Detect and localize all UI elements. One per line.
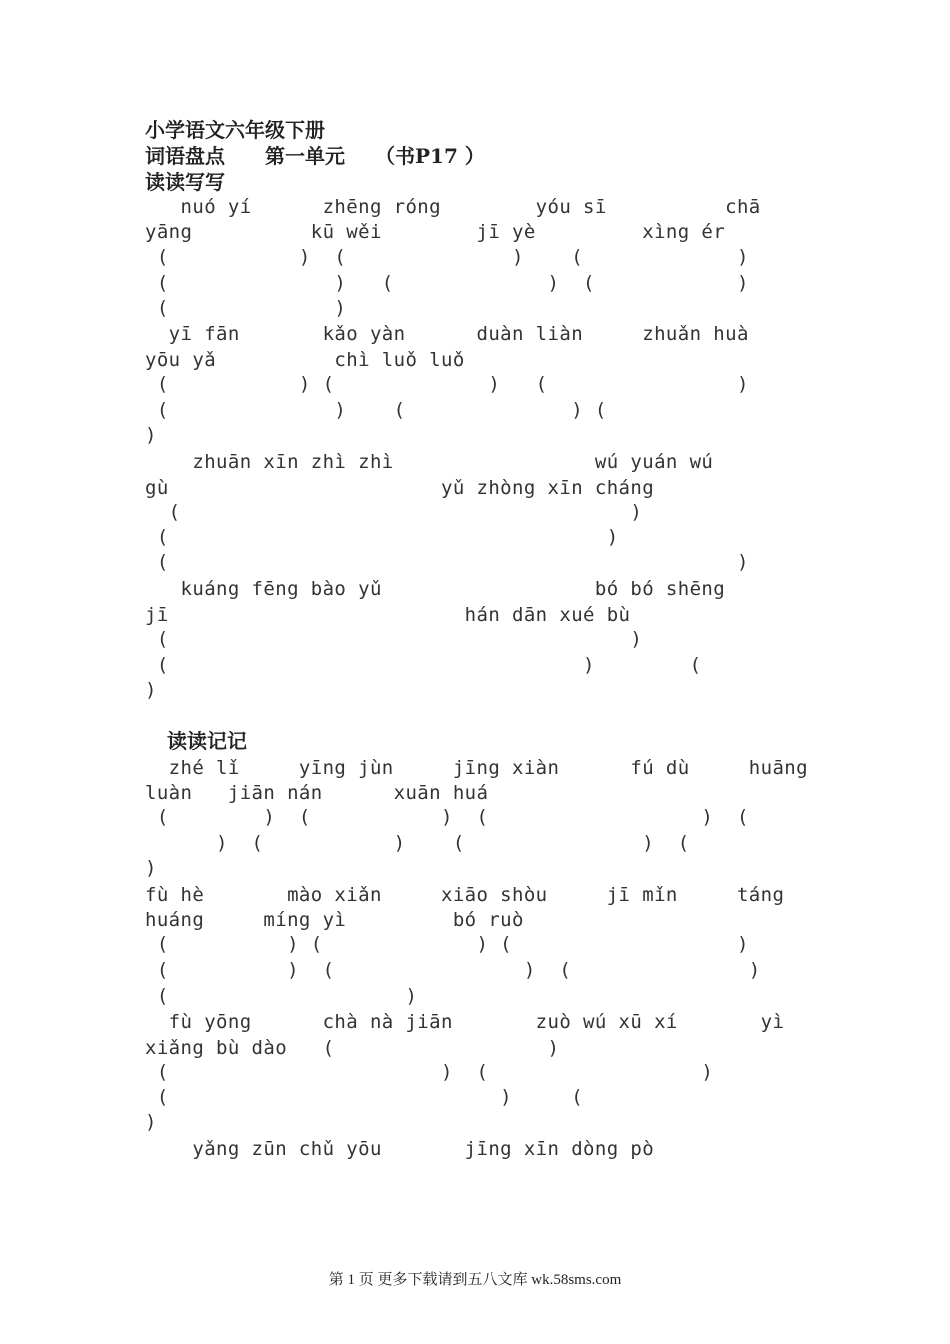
pinyin-line: yī fān kǎo yàn duàn liàn zhuǎn huà: [145, 323, 749, 345]
pinyin-line: zhuān xīn zhì zhì wú yuán wú: [145, 451, 714, 473]
pinyin-line: yǎng zūn chǔ yōu jīng xīn dòng pò: [145, 1138, 655, 1160]
pinyin-line: fù yōng chà nà jiān zuò wú xū xí yì: [145, 1011, 785, 1033]
section-heading-read-remember: 读读记记: [167, 729, 247, 753]
unit-heading: 词语盘点 第一单元 （书P17 ）: [145, 144, 485, 168]
answer-blank-line: ( ) ( ): [145, 1061, 714, 1083]
section-heading-read-write: 读读写写: [145, 170, 225, 194]
answer-blank-line: ( ) ( ) ( ): [145, 959, 761, 981]
pinyin-line: kuáng fēng bào yǔ bó bó shēng: [145, 578, 726, 600]
pinyin-line: huáng míng yì bó ruò: [145, 909, 524, 931]
answer-blank-line: ): [145, 857, 157, 879]
answer-blank-line: ) ( ) ( ) (: [145, 832, 690, 854]
answer-blank-line: ( ): [145, 985, 418, 1007]
pinyin-line: zhé lǐ yīng jùn jīng xiàn fú dù huāng: [145, 757, 808, 779]
pinyin-line: nuó yí zhēng róng yóu sī chā: [145, 196, 761, 218]
pinyin-line: xiǎng bù dào ( ): [145, 1037, 560, 1059]
page-footer: 第 1 页 更多下载请到五八文库 wk.58sms.com: [328, 1272, 622, 1288]
answer-blank-line: ( ): [145, 526, 619, 548]
answer-blank-line: ( ) (: [145, 1086, 584, 1108]
answer-blank-line: ( ) ( ) ( ): [145, 373, 749, 395]
pinyin-line: gù yǔ zhòng xīn cháng: [145, 477, 655, 499]
answer-blank-line: ( ): [145, 297, 347, 319]
pinyin-line: jī hán dān xué bù: [145, 604, 631, 626]
answer-blank-line: ): [145, 1111, 157, 1133]
answer-blank-line: ( ) ( ) ( ): [145, 933, 749, 955]
pinyin-line: fù hè mào xiǎn xiāo shòu jī mǐn táng: [145, 884, 785, 906]
answer-blank-line: ( ) ( ) ( ) (: [145, 806, 749, 828]
answer-blank-line: ( ): [145, 628, 643, 650]
answer-blank-line: ( ) ( ) (: [145, 399, 607, 421]
answer-blank-line: ( ) ( ) ( ): [145, 246, 749, 268]
pinyin-line: luàn jiān nán xuān huá: [145, 782, 489, 804]
answer-blank-line: ( ): [145, 501, 643, 523]
pinyin-line: yōu yǎ chì luǒ luǒ: [145, 349, 465, 371]
answer-blank-line: ( ) (: [145, 654, 702, 676]
answer-blank-line: ( ) ( ) ( ): [145, 272, 749, 294]
answer-blank-line: ): [145, 679, 157, 701]
document-title: 小学语文六年级下册: [145, 118, 325, 142]
answer-blank-line: ): [145, 424, 157, 446]
pinyin-line: yāng kū wěi jī yè xìng ér: [145, 221, 726, 243]
answer-blank-line: ( ): [145, 551, 749, 573]
